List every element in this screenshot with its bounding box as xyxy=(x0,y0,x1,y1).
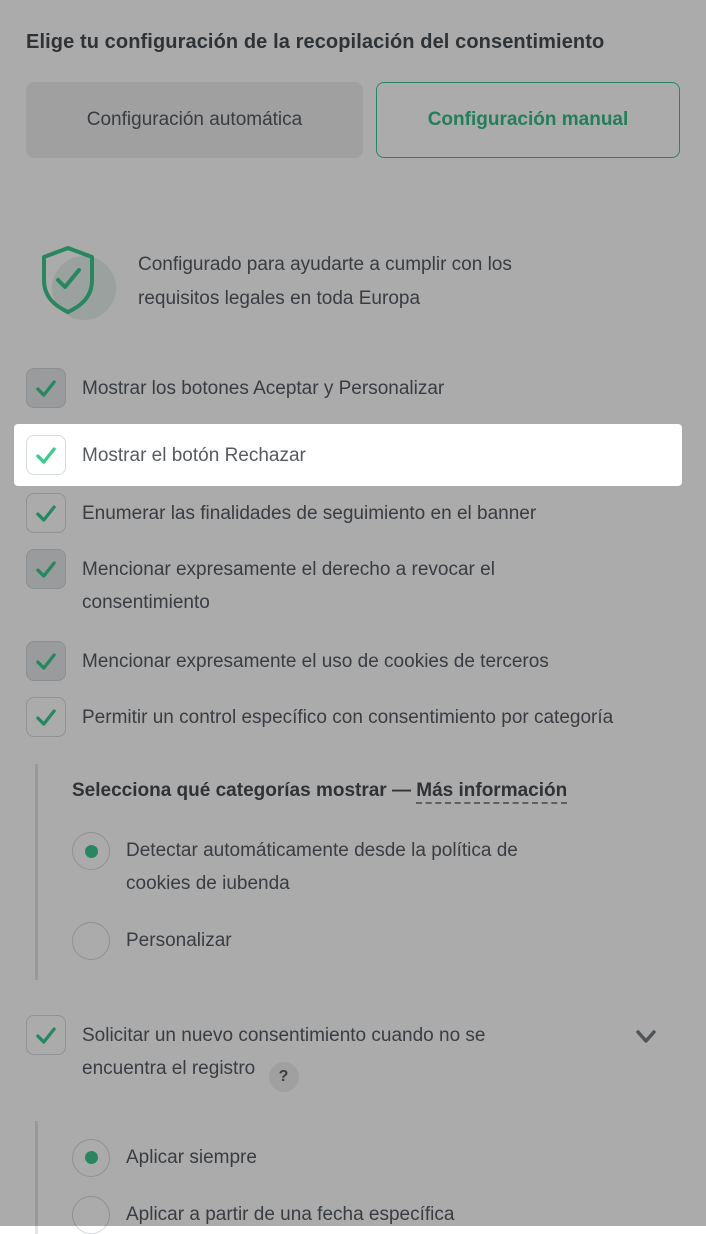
option-per-category-consent xyxy=(26,697,682,737)
compliance-note-text: Configurado para ayudarte a cumplir con los requisitos legales en toda Europa xyxy=(138,254,512,309)
radio-label: Detectar automáticamente desde la política de cookies de iubenda xyxy=(126,840,518,894)
radio-row-apply-always xyxy=(72,1139,682,1177)
checkbox-show-accept-customize[interactable] xyxy=(26,368,66,408)
manual-configuration-button[interactable]: Configuración manual xyxy=(376,82,680,158)
option-label-text: Solicitar un nuevo consentimiento cuando no se encuentra el registro xyxy=(82,1025,486,1079)
configuration-mode-toggle xyxy=(26,82,682,158)
checkmark-icon xyxy=(33,704,59,730)
checkbox-mention-revoke-right[interactable] xyxy=(26,549,66,589)
consent-options-list xyxy=(26,368,682,1234)
radio-customize[interactable] xyxy=(72,922,110,960)
more-info-link[interactable]: Más información xyxy=(416,780,567,804)
shield-check-icon xyxy=(38,242,138,328)
checkbox-show-reject-button[interactable] xyxy=(26,435,66,475)
option-label: Mostrar los botones Aceptar y Personalizar xyxy=(82,378,445,399)
checkmark-icon xyxy=(33,556,59,582)
option-mention-revoke-right xyxy=(26,549,682,619)
option-label: Enumerar las finalidades de seguimiento en el banner xyxy=(82,503,537,524)
checkmark-icon xyxy=(33,375,59,401)
automatic-configuration-button[interactable]: Configuración automática xyxy=(26,82,363,158)
page-title: Elige tu configuración de la recopilación del consentimiento xyxy=(26,31,605,53)
checkmark-icon xyxy=(33,500,59,526)
option-label xyxy=(82,1019,552,1092)
option-label: Mencionar expresamente el derecho a revocar el consentimiento xyxy=(82,559,495,613)
radio-apply-always[interactable] xyxy=(72,1139,110,1177)
option-mention-third-party-cookies xyxy=(26,641,682,681)
option-label: Permitir un control específico con consentimiento por categoría xyxy=(82,707,614,728)
radio-dot xyxy=(85,935,98,948)
checkmark-icon xyxy=(33,648,59,674)
categories-heading xyxy=(72,778,682,804)
option-label: Mostrar el botón Rechazar xyxy=(82,445,306,466)
categories-heading-text: Selecciona qué categorías mostrar — xyxy=(72,780,411,801)
checkbox-request-new-consent[interactable] xyxy=(26,1015,66,1055)
radio-label: Aplicar siempre xyxy=(126,1146,257,1168)
radio-dot xyxy=(85,845,98,858)
chevron-down-icon[interactable] xyxy=(634,1025,658,1049)
option-show-reject-button[interactable] xyxy=(14,424,682,486)
radio-label: Aplicar a partir de una fecha específica xyxy=(126,1203,455,1225)
radio-row-customize xyxy=(72,922,682,960)
option-show-accept-customize xyxy=(26,368,682,408)
radio-label: Personalizar xyxy=(126,930,232,951)
radio-dot xyxy=(85,1208,98,1221)
radio-row-auto-detect xyxy=(72,832,682,900)
option-label: Mencionar expresamente el uso de cookies de terceros xyxy=(82,651,549,672)
radio-apply-from-date[interactable] xyxy=(72,1196,110,1234)
option-list-purposes xyxy=(26,493,682,533)
checkmark-icon xyxy=(33,1022,59,1048)
checkbox-list-purposes[interactable] xyxy=(26,493,66,533)
radio-dot xyxy=(85,1151,98,1164)
radio-auto-detect[interactable] xyxy=(72,832,110,870)
compliance-note xyxy=(26,242,682,328)
checkmark-icon xyxy=(33,442,59,468)
reconsent-subsection xyxy=(35,1121,682,1234)
help-icon[interactable]: ? xyxy=(269,1062,299,1092)
categories-subsection xyxy=(35,764,682,980)
radio-row-apply-from-date xyxy=(72,1196,682,1234)
checkbox-mention-third-party-cookies[interactable] xyxy=(26,641,66,681)
checkbox-per-category-consent[interactable] xyxy=(26,697,66,737)
option-request-new-consent xyxy=(26,1015,682,1092)
